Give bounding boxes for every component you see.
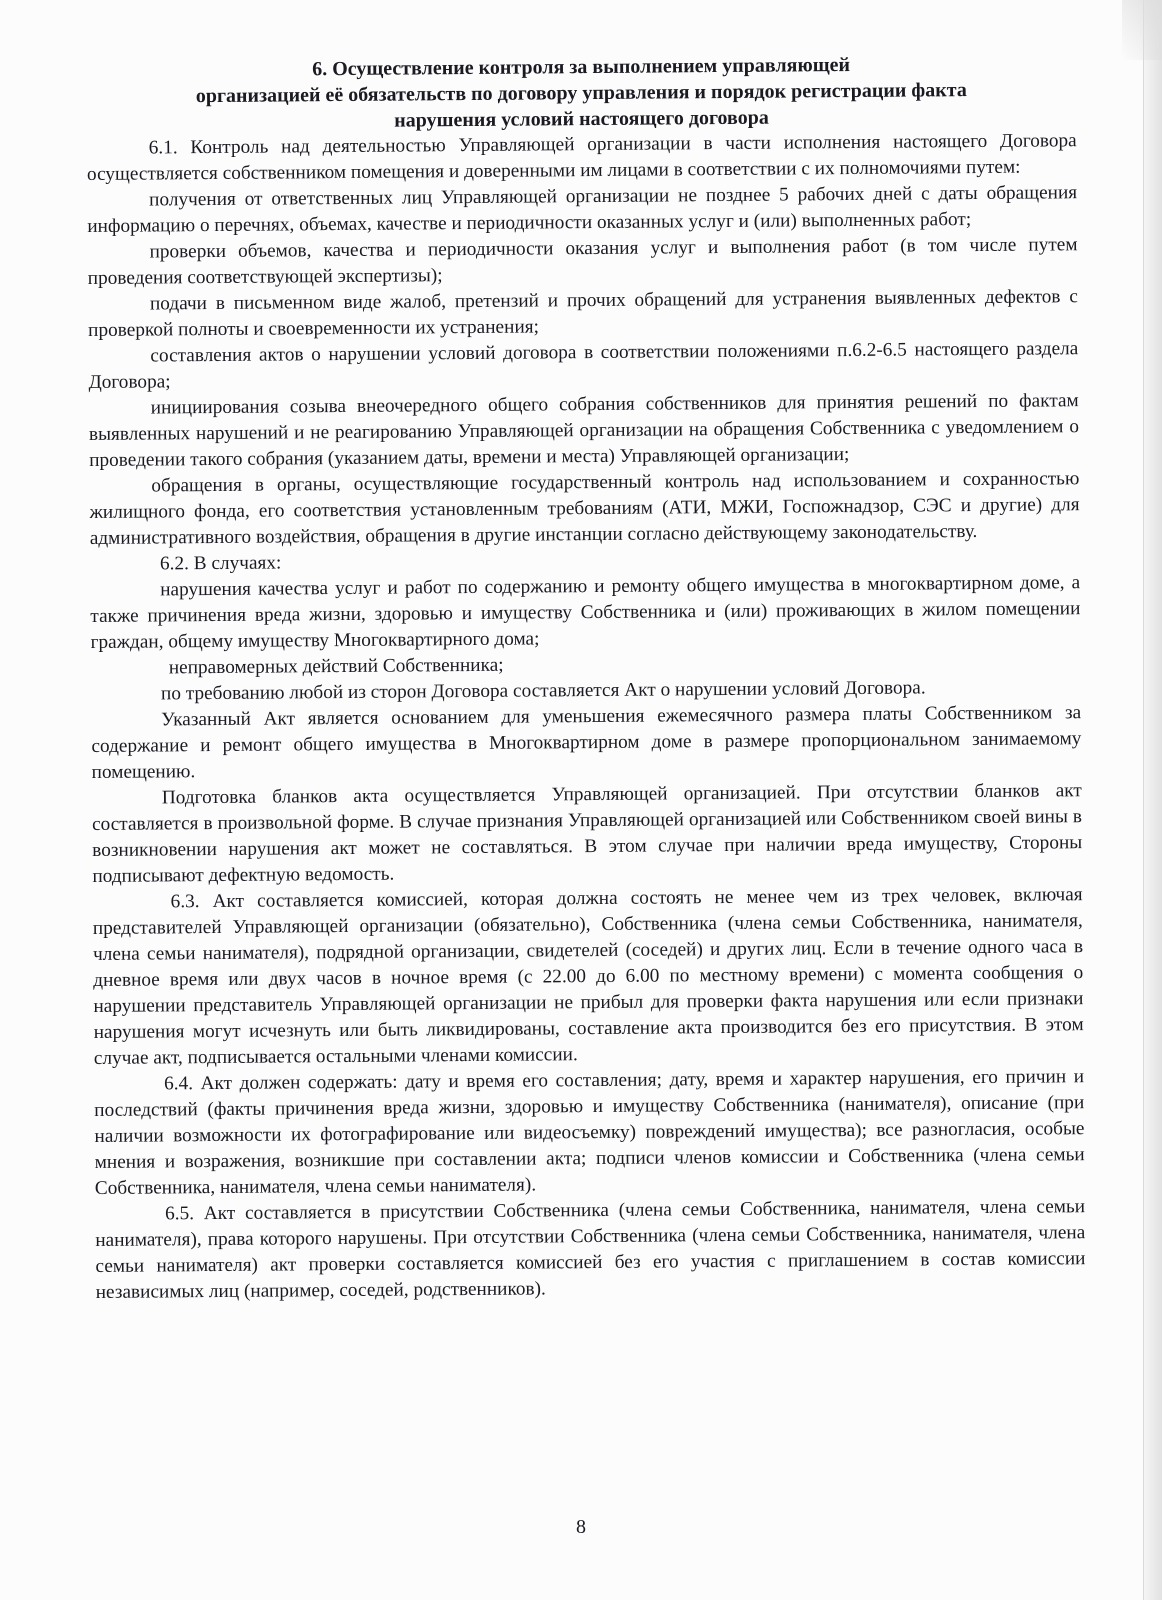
heading-line-1: 6. Осуществление контроля за выполнением управляющей [312,54,851,81]
list-item-extraordinary-meeting: инициирования созыва внеочередного общего собрания собственников для принятия решений по фактам выявленных нарушений и не реагированию Управляющей организации на обращения Собственника с уведомлением о проведении такого собрания (указанием даты, времени и места) Управляющей организации; [88,390,1080,471]
paragraph-6-5: 6.5. Акт составляется в присутствии Собственника (члена семьи Собственника, нанимателя, члена семьи нанимателя), права которого нарушены. При отсутствии Собственника (члена семьи Собственника, нанимателя, члена семьи нанимателя) акт проверки составляется комиссией без его участия с приглашением в состав комиссии независимых лиц (например, соседей, родственников). [95,1196,1086,1303]
list-item-violation-acts: составления актов о нарушении условий договора в соответствии положениями п.6.2-6.5 настоящего раздела Договора; [88,338,1079,393]
paragraph-6-3: 6.3. Акт составляется комиссией, которая должна состоять не менее чем из трех человек, включая представителей Управляющей организации (обязательно), Собственника (члена семьи Собственника, нанимателя, члена семьи нанимателя), подрядной организации, свидетелей (соседей) и других лиц. Если в течение одного часа в дневное время или двух часов в ночное время (с 22.00 до 6.00 по местному времени) с момента сообщения о нарушении представитель Управляющей организации не прибыл для проверки факта нарушения или если признаки нарушения могут исчезнуть или быть ликвидированы, составление акта производится без его присутствия. В этом случае акт, подписывается остальными членами комиссии. [92,884,1084,1069]
section-heading [86,50,1077,136]
page-content [86,50,1086,1306]
paragraph-act-forms: Подготовка бланков акта осуществляется Управляющей организацией. При отсутствии бланков акт составляется в произвольной форме. В случае признания Управляющей организацией или Собственником своей вины в возникновении нарушения акт может не составляться. В этом случае при наличии вреда имуществу, Стороны подписывают дефектную ведомость. [91,780,1083,887]
list-item-info-request: получения от ответственных лиц Управляющей организации не позднее 5 рабочих дней с даты обращения информацию о перечнях, объемах, качестве и периодичности оказанных услуг и (или) выполненных работ; [87,182,1078,237]
heading-line-2: организацией её обязательств по договору управления и порядок регистрации факта [195,79,967,108]
case-party-request: по требованию любой из сторон Договора составляется Акт о нарушении условий Договора. [160,677,926,705]
paragraph-6-2: 6.2. В случаях: [159,552,282,575]
case-unlawful-actions: неправомерных действий Собственника; [168,654,504,679]
paragraph-6-4: 6.4. Акт должен содержать: дату и время его составления; дату, время и характер нарушения, его причин и последствий (факты причинения вреда жизни, здоровью и имуществу Собственника (нанимателя), описание (при наличии возможности их фотографирование или видеосъемку) повреждений имущества); все разногласия, особые мнения и возражения, возникшие при составлении акта; подписи членов комиссии и Собственника (члена семьи Собственника, нанимателя, члена семьи нанимателя). [94,1066,1085,1199]
page-number: 8 [576,1516,586,1538]
scan-corner-shadow [1122,0,1162,60]
list-item-complaints: подачи в письменном виде жалоб, претензий и прочих обращений для устранения выявленных дефектов с проверкой полноты и своевременности их устранения; [88,286,1078,341]
heading-line-3: нарушения условий настоящего договора [394,106,769,132]
case-quality-violation: нарушения качества услуг и работ по содержанию и ремонту общего имущества в многоквартирном доме, а также причинения вреда жизни, здоровью и имуществу Собственника и (или) проживающих в жилом помещении граждан, общему имуществу Многоквартирного дома; [90,572,1081,653]
list-item-state-control: обращения в органы, осуществляющие государственный контроль над использованием и сохранностью жилищного фонда, его соответствия установленным требованиям (АТИ, МЖИ, Госпожнадзор, СЭС и другие) для административного воздействия, обращения в другие инстанции согласно действующему законодательству. [89,468,1080,549]
list-item-quality-check: проверки объемов, качества и периодичности оказания услуг и выполнения работ (в том числе путем проведения соответствующей экспертизы); [87,234,1078,289]
scan-edge-shadow [1143,0,1162,1600]
paragraph-act-basis: Указанный Акт является основанием для уменьшения ежемесячного размера платы Собственником за содержание и ремонт общего имущества в Многоквартирном доме в размере пропорциональном занимаемому помещению. [91,702,1082,783]
paragraph-6-1: 6.1. Контроль над деятельностью Управляющей организации в части исполнения настоящего Договора осуществляется собственником помещения и доверенными им лицами в соответствии с их полномочиями путем: [86,130,1077,185]
